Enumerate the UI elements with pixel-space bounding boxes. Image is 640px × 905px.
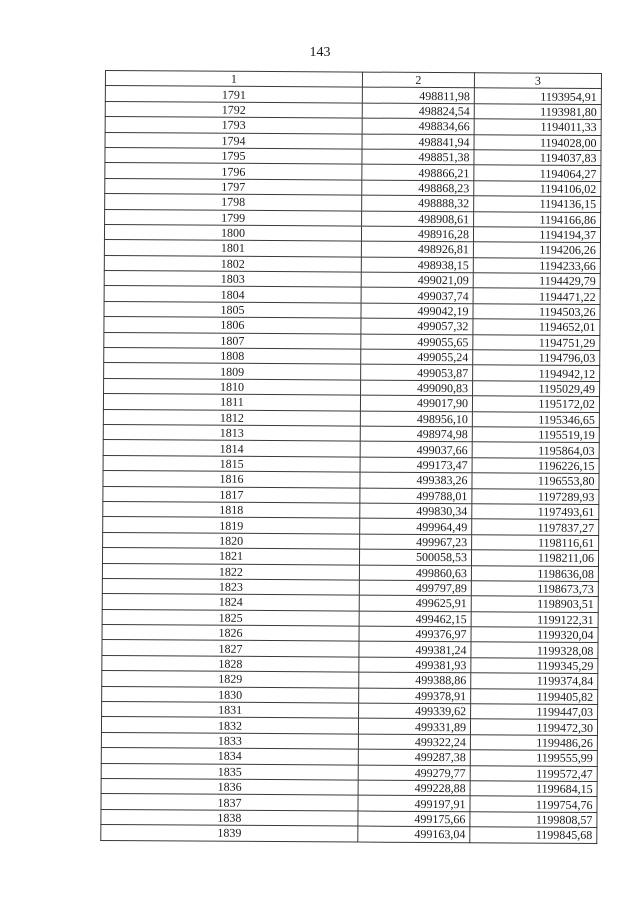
y-coordinate-cell: 1194011,33 bbox=[474, 119, 601, 135]
y-coordinate-cell: 1199572,47 bbox=[470, 765, 597, 781]
x-coordinate-cell: 499388,86 bbox=[359, 672, 471, 688]
y-coordinate-cell: 1198211,06 bbox=[471, 550, 598, 566]
x-coordinate-cell: 498938,15 bbox=[361, 257, 473, 273]
page-number: 143 bbox=[309, 45, 331, 60]
point-number-cell: 1830 bbox=[102, 686, 359, 703]
x-coordinate-cell: 498866,21 bbox=[362, 164, 474, 180]
point-number-cell: 1801 bbox=[104, 240, 361, 257]
point-number-cell: 1797 bbox=[105, 178, 362, 195]
x-coordinate-cell: 499378,91 bbox=[359, 688, 471, 704]
x-coordinate-cell: 498926,81 bbox=[361, 241, 473, 257]
y-coordinate-cell: 1193981,80 bbox=[474, 104, 601, 120]
y-coordinate-cell: 1196553,80 bbox=[472, 473, 599, 489]
point-number-cell: 1813 bbox=[103, 424, 360, 441]
y-coordinate-cell: 1194503,26 bbox=[473, 304, 600, 320]
y-coordinate-cell: 1198903,51 bbox=[471, 596, 598, 612]
x-coordinate-cell: 498824,54 bbox=[362, 103, 474, 119]
point-number-cell: 1822 bbox=[102, 563, 359, 580]
point-number-cell: 1816 bbox=[103, 471, 360, 488]
point-number-cell: 1791 bbox=[105, 86, 362, 103]
point-number-cell: 1806 bbox=[104, 317, 361, 334]
point-number-cell: 1818 bbox=[103, 501, 360, 518]
y-coordinate-cell: 1194064,27 bbox=[474, 165, 601, 181]
coordinates-table-container bbox=[100, 70, 601, 844]
point-number-cell: 1803 bbox=[104, 271, 361, 288]
x-coordinate-cell: 499042,19 bbox=[361, 303, 473, 319]
x-coordinate-cell: 500058,53 bbox=[359, 549, 471, 565]
y-coordinate-cell: 1196226,15 bbox=[472, 458, 599, 474]
point-number-cell: 1833 bbox=[101, 732, 358, 749]
point-number-cell: 1811 bbox=[103, 394, 360, 411]
y-coordinate-cell: 1194429,79 bbox=[473, 273, 600, 289]
x-coordinate-cell: 499175,66 bbox=[358, 811, 470, 827]
y-coordinate-cell: 1199808,57 bbox=[470, 811, 597, 827]
y-coordinate-cell: 1199345,29 bbox=[471, 658, 598, 674]
point-number-cell: 1795 bbox=[105, 147, 362, 164]
y-coordinate-cell: 1198116,61 bbox=[472, 534, 599, 550]
y-coordinate-cell: 1194471,22 bbox=[473, 288, 600, 304]
x-coordinate-cell: 499228,88 bbox=[358, 780, 470, 796]
x-coordinate-cell: 499037,66 bbox=[360, 441, 472, 457]
point-number-cell: 1821 bbox=[102, 548, 359, 565]
y-coordinate-cell: 1199405,82 bbox=[471, 688, 598, 704]
x-coordinate-cell: 499037,74 bbox=[361, 288, 473, 304]
point-number-cell: 1825 bbox=[102, 609, 359, 626]
y-coordinate-cell: 1199472,30 bbox=[470, 719, 597, 735]
point-number-cell: 1792 bbox=[105, 101, 362, 118]
x-coordinate-cell: 499197,91 bbox=[358, 795, 470, 811]
column-header-1: 1 bbox=[105, 71, 362, 88]
x-coordinate-cell: 499021,09 bbox=[361, 272, 473, 288]
x-coordinate-cell: 499279,77 bbox=[358, 765, 470, 781]
point-number-cell: 1796 bbox=[105, 163, 362, 180]
x-coordinate-cell: 499339,62 bbox=[359, 703, 471, 719]
y-coordinate-cell: 1194136,15 bbox=[474, 196, 601, 212]
x-coordinate-cell: 498956,10 bbox=[360, 411, 472, 427]
y-coordinate-cell: 1199328,08 bbox=[471, 642, 598, 658]
table-body bbox=[101, 86, 602, 843]
x-coordinate-cell: 499964,49 bbox=[360, 518, 472, 534]
x-coordinate-cell: 499462,15 bbox=[359, 611, 471, 627]
x-coordinate-cell: 499287,38 bbox=[358, 749, 470, 765]
x-coordinate-cell: 499322,24 bbox=[358, 734, 470, 750]
point-number-cell: 1798 bbox=[105, 194, 362, 211]
point-number-cell: 1836 bbox=[101, 778, 358, 795]
point-number-cell: 1804 bbox=[104, 286, 361, 303]
point-number-cell: 1834 bbox=[101, 748, 358, 765]
x-coordinate-cell: 499381,24 bbox=[359, 642, 471, 658]
point-number-cell: 1827 bbox=[102, 640, 359, 657]
column-header-2: 2 bbox=[362, 72, 474, 88]
point-number-cell: 1831 bbox=[102, 702, 359, 719]
y-coordinate-cell: 1195519,19 bbox=[472, 427, 599, 443]
point-number-cell: 1800 bbox=[104, 224, 361, 241]
point-number-cell: 1814 bbox=[103, 440, 360, 457]
point-number-cell: 1805 bbox=[104, 301, 361, 318]
point-number-cell: 1820 bbox=[103, 532, 360, 549]
y-coordinate-cell: 1194652,01 bbox=[473, 319, 600, 335]
x-coordinate-cell: 498851,38 bbox=[362, 149, 474, 165]
y-coordinate-cell: 1194233,66 bbox=[473, 257, 600, 273]
point-number-cell: 1837 bbox=[101, 794, 358, 811]
point-number-cell: 1808 bbox=[104, 348, 361, 365]
x-coordinate-cell: 499163,04 bbox=[358, 826, 470, 842]
column-header-3: 3 bbox=[474, 73, 601, 89]
coordinates-table bbox=[100, 70, 602, 844]
x-coordinate-cell: 499967,23 bbox=[360, 534, 472, 550]
x-coordinate-cell: 499173,47 bbox=[360, 457, 472, 473]
point-number-cell: 1794 bbox=[105, 132, 362, 149]
y-coordinate-cell: 1199845,68 bbox=[470, 827, 597, 843]
point-number-cell: 1793 bbox=[105, 117, 362, 134]
y-coordinate-cell: 1199122,31 bbox=[471, 611, 598, 627]
y-coordinate-cell: 1195172,02 bbox=[472, 396, 599, 412]
y-coordinate-cell: 1194194,37 bbox=[473, 227, 600, 243]
x-coordinate-cell: 499053,87 bbox=[361, 364, 473, 380]
y-coordinate-cell: 1199555,99 bbox=[470, 750, 597, 766]
y-coordinate-cell: 1199754,76 bbox=[470, 796, 597, 812]
point-number-cell: 1832 bbox=[101, 717, 358, 734]
x-coordinate-cell: 499055,65 bbox=[361, 334, 473, 350]
point-number-cell: 1810 bbox=[104, 378, 361, 395]
y-coordinate-cell: 1199684,15 bbox=[470, 781, 597, 797]
x-coordinate-cell: 499331,89 bbox=[358, 718, 470, 734]
x-coordinate-cell: 498908,61 bbox=[362, 211, 474, 227]
y-coordinate-cell: 1195864,03 bbox=[472, 442, 599, 458]
point-number-cell: 1802 bbox=[104, 255, 361, 272]
x-coordinate-cell: 499830,34 bbox=[360, 503, 472, 519]
x-coordinate-cell: 498888,32 bbox=[362, 195, 474, 211]
point-number-cell: 1839 bbox=[101, 825, 358, 842]
point-number-cell: 1812 bbox=[103, 409, 360, 426]
x-coordinate-cell: 499860,63 bbox=[359, 565, 471, 581]
x-coordinate-cell: 498811,98 bbox=[362, 87, 474, 103]
x-coordinate-cell: 498841,94 bbox=[362, 134, 474, 150]
y-coordinate-cell: 1197289,93 bbox=[472, 488, 599, 504]
table-row bbox=[101, 825, 597, 843]
point-number-cell: 1823 bbox=[102, 578, 359, 595]
x-coordinate-cell: 499625,91 bbox=[359, 595, 471, 611]
y-coordinate-cell: 1194166,86 bbox=[474, 211, 601, 227]
x-coordinate-cell: 499055,24 bbox=[361, 349, 473, 365]
y-coordinate-cell: 1194106,02 bbox=[474, 180, 601, 196]
y-coordinate-cell: 1198673,73 bbox=[471, 581, 598, 597]
point-number-cell: 1819 bbox=[103, 517, 360, 534]
x-coordinate-cell: 499376,97 bbox=[359, 626, 471, 642]
x-coordinate-cell: 498974,98 bbox=[360, 426, 472, 442]
point-number-cell: 1815 bbox=[103, 455, 360, 472]
point-number-cell: 1838 bbox=[101, 809, 358, 826]
x-coordinate-cell: 499797,89 bbox=[359, 580, 471, 596]
y-coordinate-cell: 1199320,04 bbox=[471, 627, 598, 643]
y-coordinate-cell: 1195346,65 bbox=[472, 411, 599, 427]
y-coordinate-cell: 1194028,00 bbox=[474, 134, 601, 150]
x-coordinate-cell: 499788,01 bbox=[360, 488, 472, 504]
x-coordinate-cell: 498916,28 bbox=[361, 226, 473, 242]
y-coordinate-cell: 1194751,29 bbox=[473, 334, 600, 350]
x-coordinate-cell: 498834,66 bbox=[362, 118, 474, 134]
y-coordinate-cell: 1194796,03 bbox=[473, 350, 600, 366]
y-coordinate-cell: 1197837,27 bbox=[472, 519, 599, 535]
y-coordinate-cell: 1199374,84 bbox=[471, 673, 598, 689]
point-number-cell: 1824 bbox=[102, 594, 359, 611]
x-coordinate-cell: 499381,93 bbox=[359, 657, 471, 673]
point-number-cell: 1799 bbox=[105, 209, 362, 226]
y-coordinate-cell: 1197493,61 bbox=[472, 504, 599, 520]
point-number-cell: 1809 bbox=[104, 363, 361, 380]
x-coordinate-cell: 499090,83 bbox=[361, 380, 473, 396]
point-number-cell: 1828 bbox=[102, 655, 359, 672]
x-coordinate-cell: 499383,26 bbox=[360, 472, 472, 488]
point-number-cell: 1829 bbox=[102, 671, 359, 688]
x-coordinate-cell: 499017,90 bbox=[360, 395, 472, 411]
x-coordinate-cell: 498868,23 bbox=[362, 180, 474, 196]
point-number-cell: 1835 bbox=[101, 763, 358, 780]
point-number-cell: 1817 bbox=[103, 486, 360, 503]
y-coordinate-cell: 1194206,26 bbox=[473, 242, 600, 258]
point-number-cell: 1807 bbox=[104, 332, 361, 349]
y-coordinate-cell: 1194037,83 bbox=[474, 150, 601, 166]
y-coordinate-cell: 1195029,49 bbox=[473, 381, 600, 397]
x-coordinate-cell: 499057,32 bbox=[361, 318, 473, 334]
point-number-cell: 1826 bbox=[102, 625, 359, 642]
y-coordinate-cell: 1199486,26 bbox=[470, 735, 597, 751]
y-coordinate-cell: 1193954,91 bbox=[474, 88, 601, 104]
y-coordinate-cell: 1198636,08 bbox=[471, 565, 598, 581]
y-coordinate-cell: 1194942,12 bbox=[473, 365, 600, 381]
y-coordinate-cell: 1199447,03 bbox=[471, 704, 598, 720]
